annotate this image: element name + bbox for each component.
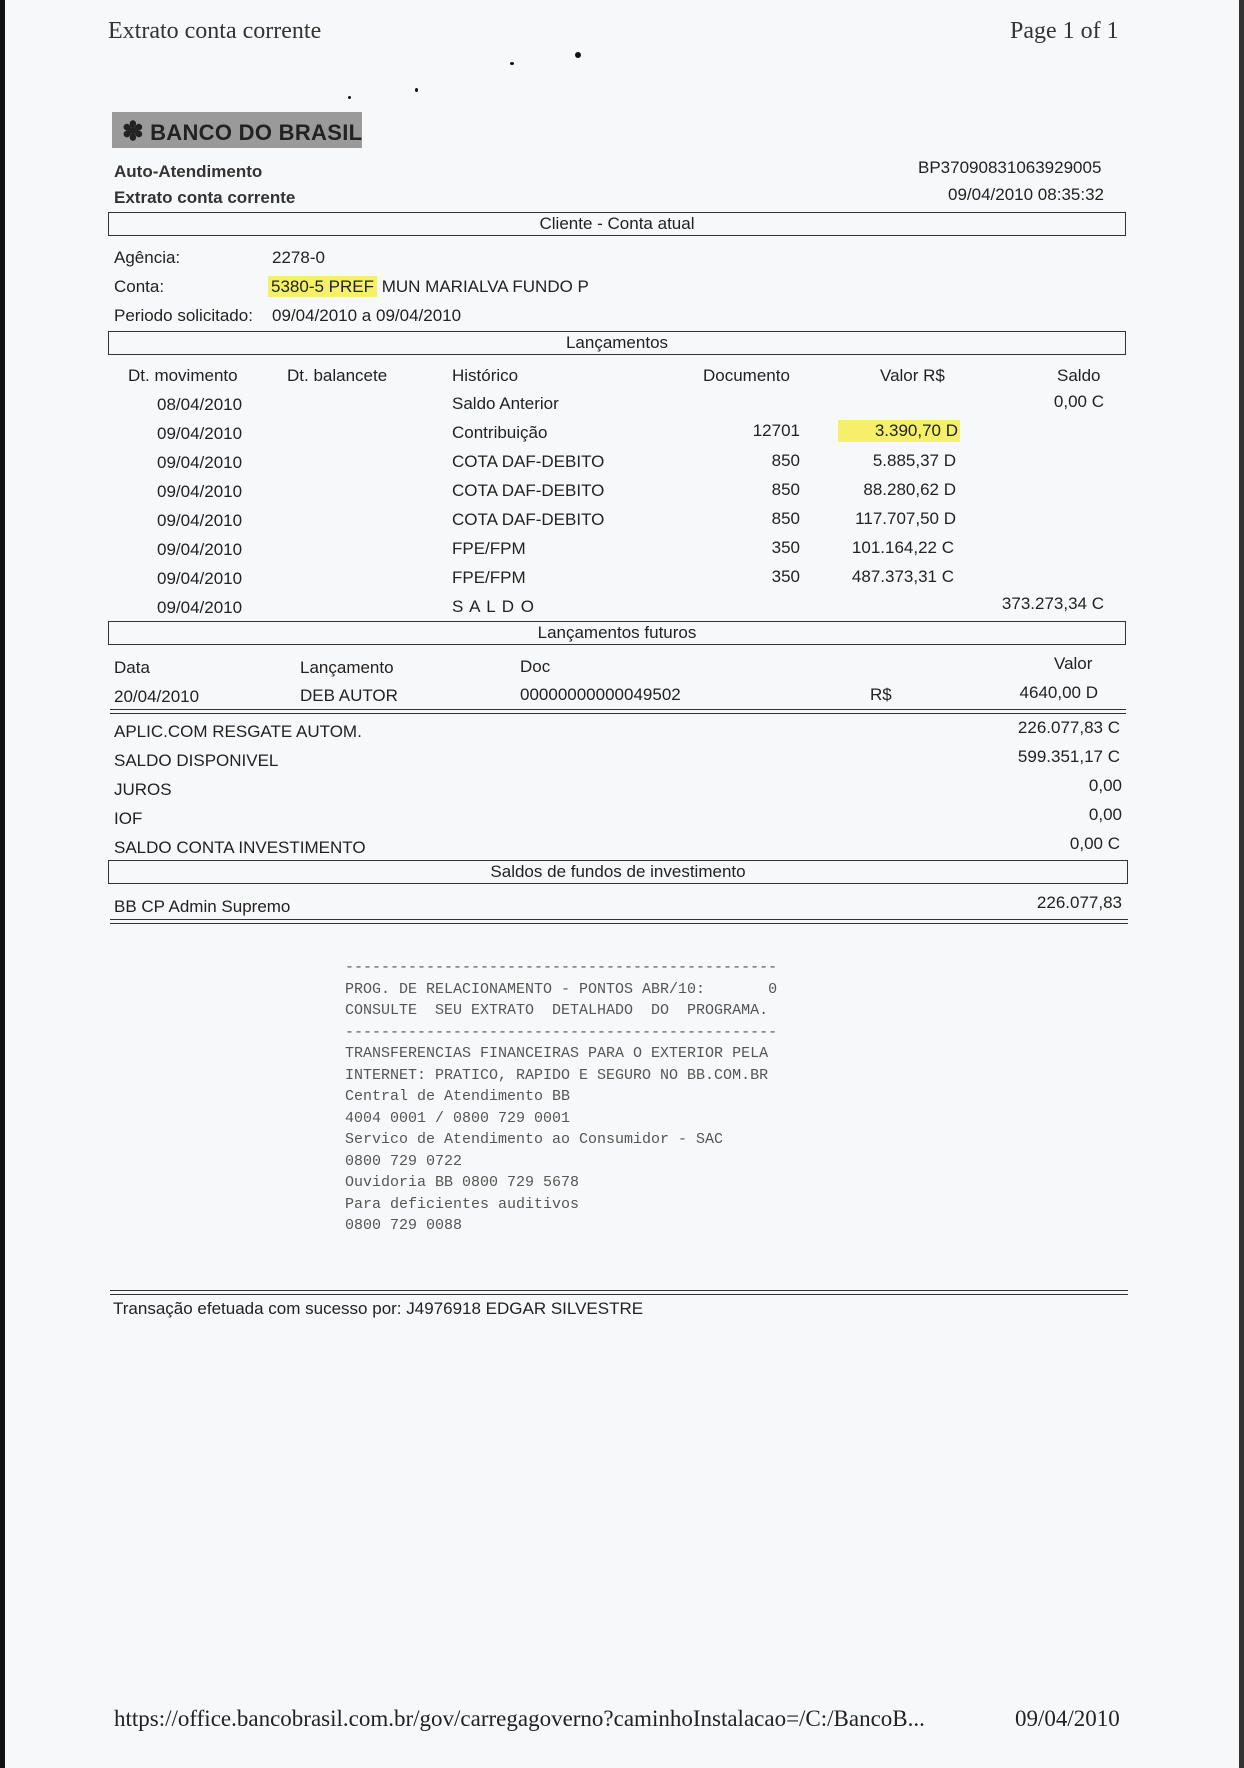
row-dt-movimento: 09/04/2010 <box>157 569 243 588</box>
col-header-dt-balancete: Dt. balancete <box>287 366 388 385</box>
channel-label: Auto-Atendimento <box>114 162 263 181</box>
message-line: TRANSFERENCIAS FINANCEIRAS PARA O EXTERIOR PELA <box>345 1045 769 1062</box>
print-header-title: Extrato conta corrente <box>108 18 322 44</box>
futuros-header-lancamento: Lançamento <box>300 658 394 677</box>
row-documento: 12701 <box>752 421 800 440</box>
resumo-label: APLIC.COM RESGATE AUTOM. <box>114 722 362 741</box>
divider <box>110 1290 1128 1295</box>
row-documento: 350 <box>771 538 800 557</box>
row-dt-movimento: 09/04/2010 <box>157 482 243 501</box>
ref-code: BP37090831063929005 <box>918 158 1102 177</box>
resumo-value: 0,00 <box>1088 776 1122 795</box>
row-documento: 350 <box>771 567 800 586</box>
col-header-saldo: Saldo <box>1057 366 1101 385</box>
scan-speck <box>415 88 418 92</box>
conta-label: Conta: <box>114 277 165 296</box>
message-line: CONSULTE SEU EXTRATO DETALHADO DO PROGRAMA. <box>345 1002 769 1019</box>
row-dt-movimento: 09/04/2010 <box>157 424 243 443</box>
message-line: Servico de Atendimento ao Consumidor - SAC <box>345 1131 724 1148</box>
message-line: 4004 0001 / 0800 729 0001 <box>345 1109 571 1127</box>
bank-logo-icon: ✽ <box>122 116 145 146</box>
doc-title: Extrato conta corrente <box>114 188 296 207</box>
row-dt-movimento: 08/04/2010 <box>157 395 243 414</box>
col-header-historico: Histórico <box>452 366 519 385</box>
divider <box>110 919 1128 924</box>
section-lancamentos-title: Lançamentos <box>565 333 669 352</box>
futuros-header-data: Data <box>114 658 150 677</box>
resumo-value: 599.351,17 C <box>1017 747 1120 766</box>
resumo-value: 226.077,83 C <box>1017 718 1120 737</box>
futuros-row-moeda: R$ <box>870 685 892 704</box>
fundo-value: 226.077,83 <box>1036 893 1122 912</box>
futuros-header-doc: Doc <box>520 657 551 676</box>
section-lancamentos-header <box>108 331 1126 355</box>
timestamp: 09/04/2010 08:35:32 <box>948 185 1104 204</box>
print-footer-date: 09/04/2010 <box>1015 1706 1120 1731</box>
message-line: PROG. DE RELACIONAMENTO - PONTOS ABR/10: 0 <box>345 980 778 998</box>
row-valor-highlight: 3.390,70 D <box>838 420 960 442</box>
row-valor: 88.280,62 D <box>863 480 956 499</box>
message-line: 0800 729 0722 <box>345 1152 463 1170</box>
row-documento: 850 <box>771 451 800 470</box>
message-line: 0800 729 0088 <box>345 1217 463 1234</box>
section-fundos-title: Saldos de fundos de investimento <box>490 862 746 881</box>
section-futuros-title: Lançamentos futuros <box>537 623 697 642</box>
row-valor: 5.885,37 D <box>872 451 956 470</box>
agencia-value: 2278-0 <box>272 248 325 267</box>
section-cliente-header <box>108 212 1126 236</box>
row-saldo: 0,00 C <box>1053 392 1104 411</box>
section-fundos-header <box>108 860 1128 884</box>
scan-speck <box>348 96 351 99</box>
resumo-label: SALDO CONTA INVESTIMENTO <box>114 838 366 857</box>
print-footer-url: https://office.bancobrasil.com.br/gov/carregagoverno?caminhoInstalacao=/C:/BancoB... <box>114 1706 925 1731</box>
row-dt-movimento: 09/04/2010 <box>157 511 243 530</box>
row-dt-movimento: 09/04/2010 <box>157 453 243 472</box>
col-header-dt-movimento: Dt. movimento <box>128 366 238 385</box>
conta-highlight: 5380-5 PREF <box>268 276 377 297</box>
scan-speck <box>575 52 581 58</box>
row-historico: COTA DAF-DEBITO <box>452 510 605 529</box>
message-separator: ------------------------------------------------ <box>345 959 778 976</box>
message-line: Central de Atendimento BB <box>345 1088 571 1105</box>
bank-logo-label: BANCO DO BRASIL <box>150 120 363 145</box>
divider <box>110 709 1126 714</box>
bank-logo-text <box>122 116 362 147</box>
section-futuros-header <box>108 621 1126 645</box>
row-historico: Contribuição <box>452 423 548 442</box>
futuros-row-doc: 00000000000049502 <box>520 685 681 704</box>
futuros-row-lancamento: DEB AUTOR <box>300 686 398 705</box>
message-block <box>345 957 777 1237</box>
row-historico: FPE/FPM <box>452 539 526 558</box>
periodo-value: 09/04/2010 a 09/04/2010 <box>272 306 462 325</box>
message-line: INTERNET: PRATICO, RAPIDO E SEGURO NO BB.COM.BR <box>345 1066 769 1084</box>
col-header-documento: Documento <box>703 366 790 385</box>
resumo-label: IOF <box>114 809 143 828</box>
futuros-row-data: 20/04/2010 <box>114 687 200 706</box>
message-line: Para deficientes auditivos <box>345 1195 580 1213</box>
message-line: Ouvidoria BB 0800 729 5678 <box>345 1174 580 1191</box>
fundo-name: BB CP Admin Supremo <box>114 897 291 916</box>
page-edge-right <box>1239 0 1244 1768</box>
row-historico: COTA DAF-DEBITO <box>452 452 605 471</box>
row-valor: 101.164,22 C <box>851 538 954 557</box>
row-documento: 850 <box>771 480 800 499</box>
scan-speck <box>510 62 514 65</box>
transaction-status: Transação efetuada com sucesso por: J4976918 EDGAR SILVESTRE <box>113 1299 644 1318</box>
row-dt-movimento: 09/04/2010 <box>157 540 243 559</box>
resumo-label: SALDO DISPONIVEL <box>114 751 279 770</box>
row-valor: 117.707,50 D <box>855 509 956 528</box>
row-valor: 487.373,31 C <box>851 567 954 586</box>
col-header-valor: Valor R$ <box>880 366 945 385</box>
print-header-page: Page 1 of 1 <box>1010 18 1119 44</box>
resumo-label: JUROS <box>114 780 172 799</box>
message-separator: ------------------------------------------------ <box>345 1023 778 1041</box>
resumo-value: 0,00 C <box>1069 834 1120 853</box>
row-dt-movimento: 09/04/2010 <box>157 598 243 617</box>
futuros-row-valor: 4640,00 D <box>1019 683 1098 702</box>
row-documento: 850 <box>771 509 800 528</box>
agencia-label: Agência: <box>114 248 181 267</box>
resumo-value: 0,00 <box>1088 805 1122 824</box>
conta-value <box>268 277 589 297</box>
row-historico: S A L D O <box>452 597 536 616</box>
page-edge-left <box>0 0 5 1768</box>
futuros-header-valor: Valor <box>1054 654 1093 673</box>
section-cliente-title: Cliente - Conta atual <box>539 214 695 233</box>
row-historico: COTA DAF-DEBITO <box>452 481 605 500</box>
row-historico: Saldo Anterior <box>452 394 559 413</box>
conta-name: MUN MARIALVA FUNDO P <box>377 277 589 296</box>
periodo-label: Periodo solicitado: <box>114 306 253 325</box>
row-saldo: 373.273,34 C <box>1001 594 1104 613</box>
row-historico: FPE/FPM <box>452 568 526 587</box>
